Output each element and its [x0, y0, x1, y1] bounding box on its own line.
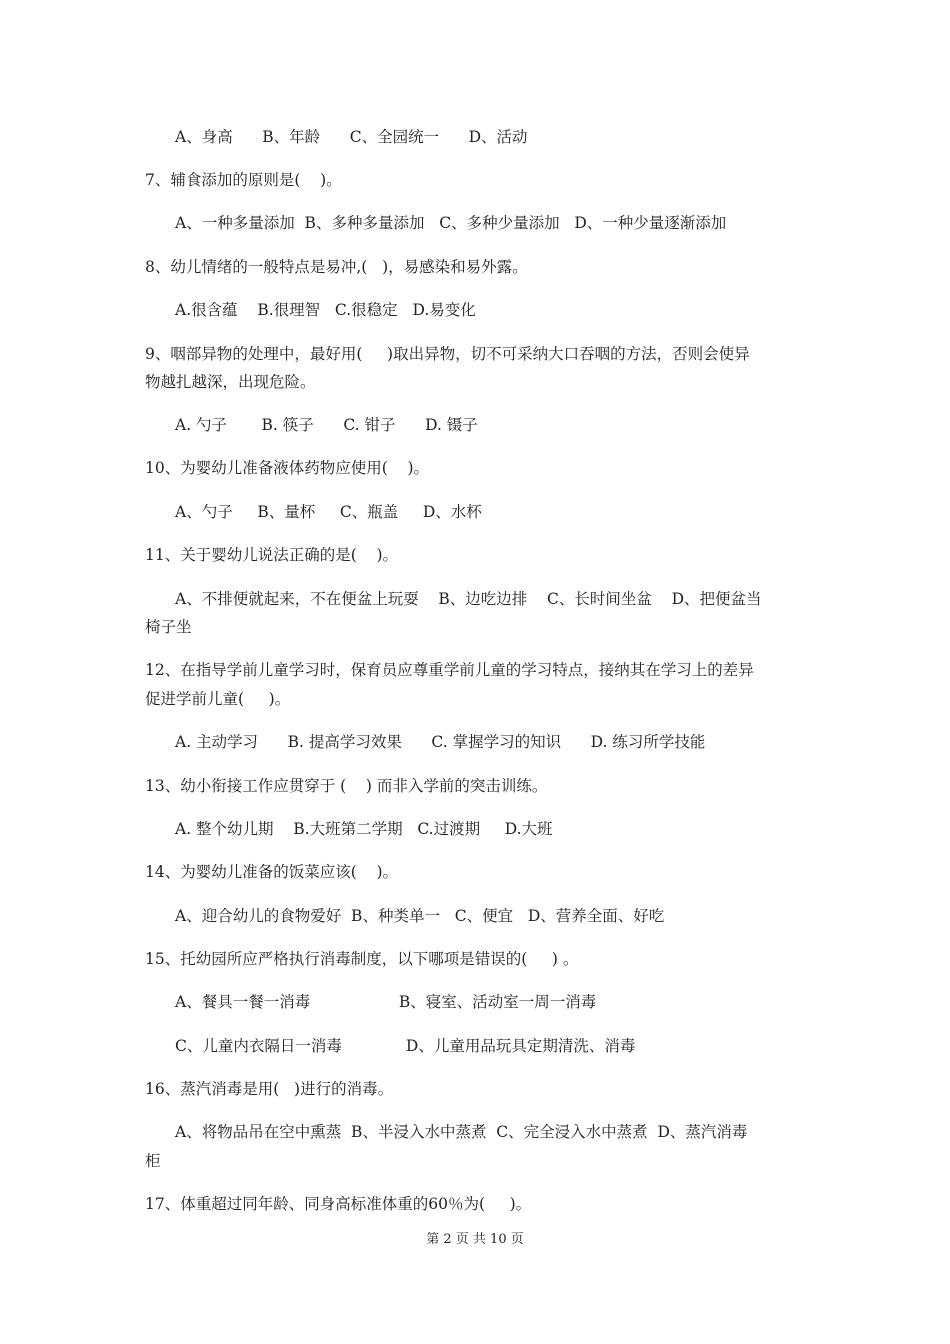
question-14: 14、为婴幼儿准备的饭菜应该( )。 — [145, 863, 399, 881]
q15-options-row-1: A、餐具一餐一消毒 B、寝室、活动室一周一消毒 — [175, 993, 597, 1011]
question-12: 12、在指导学前儿童学习时，保育员应尊重学前儿童的学习特点，接纳其在学习上的差异 — [145, 661, 754, 679]
page-footer: 第 2 页 共 10 页 — [426, 1232, 524, 1247]
question-10: 10、为婴幼儿准备液体药物应使用( )。 — [145, 459, 430, 477]
question-7: 7、辅食添加的原则是( )。 — [145, 171, 342, 189]
question-15: 15、托幼园所应严格执行消毒制度，以下哪项是错误的( ) 。 — [145, 950, 579, 968]
question-12-cont: 促进学前儿童( )。 — [145, 690, 291, 708]
q15-options-row-2: C、儿童内衣隔日一消毒 D、儿童用品玩具定期清洗、消毒 — [175, 1037, 636, 1055]
question-17: 17、体重超过同年龄、同身高标准体重的60％为( )。 — [145, 1195, 532, 1213]
q13-options: A. 整个幼儿期 B.大班第二学期 C.过渡期 D.大班 — [175, 820, 553, 838]
q7-options: A、一种多量添加 B、多种多量添加 C、多种少量添加 D、一种少量逐渐添加 — [175, 214, 727, 232]
q11-options-cont: 椅子坐 — [145, 618, 192, 636]
q14-options: A、迎合幼儿的食物爱好 B、种类单一 C、便宜 D、营养全面、好吃 — [175, 907, 665, 925]
q8-options: A.很含蕴 B.很理智 C.很稳定 D.易变化 — [175, 301, 476, 319]
q16-options-cont: 柜 — [145, 1152, 161, 1170]
question-16: 16、蒸汽消毒是用( )进行的消毒。 — [145, 1080, 394, 1098]
question-9-cont: 物越扎越深，出现危险。 — [145, 373, 316, 391]
question-13: 13、幼小衔接工作应贯穿于 ( ) 而非入学前的突击训练。 — [145, 777, 548, 795]
question-11: 11、关于婴幼儿说法正确的是( )。 — [145, 546, 399, 564]
question-9: 9、咽部异物的处理中，最好用( )取出异物，切不可采纳大口吞咽的方法，否则会使异 — [145, 345, 750, 363]
q16-options: A、将物品吊在空中熏蒸 B、半浸入水中蒸煮 C、完全浸入水中蒸煮 D、蒸汽消毒 — [175, 1123, 748, 1141]
question-8: 8、幼儿情绪的一般特点是易冲,( )，易感染和易外露。 — [145, 258, 528, 276]
q6-options: A、身高 B、年龄 C、全园统一 D、活动 — [175, 128, 528, 146]
q11-options: A、不排便就起来，不在便盆上玩耍 B、边吃边排 C、长时间坐盆 D、把便盆当 — [175, 590, 762, 608]
q10-options: A、勺子 B、量杯 C、瓶盖 D、水杯 — [175, 503, 482, 521]
q9-options: A. 勺子 B. 筷子 C. 钳子 D. 镊子 — [175, 416, 478, 434]
q12-options: A. 主动学习 B. 提高学习效果 C. 掌握学习的知识 D. 练习所学技能 — [175, 733, 706, 751]
